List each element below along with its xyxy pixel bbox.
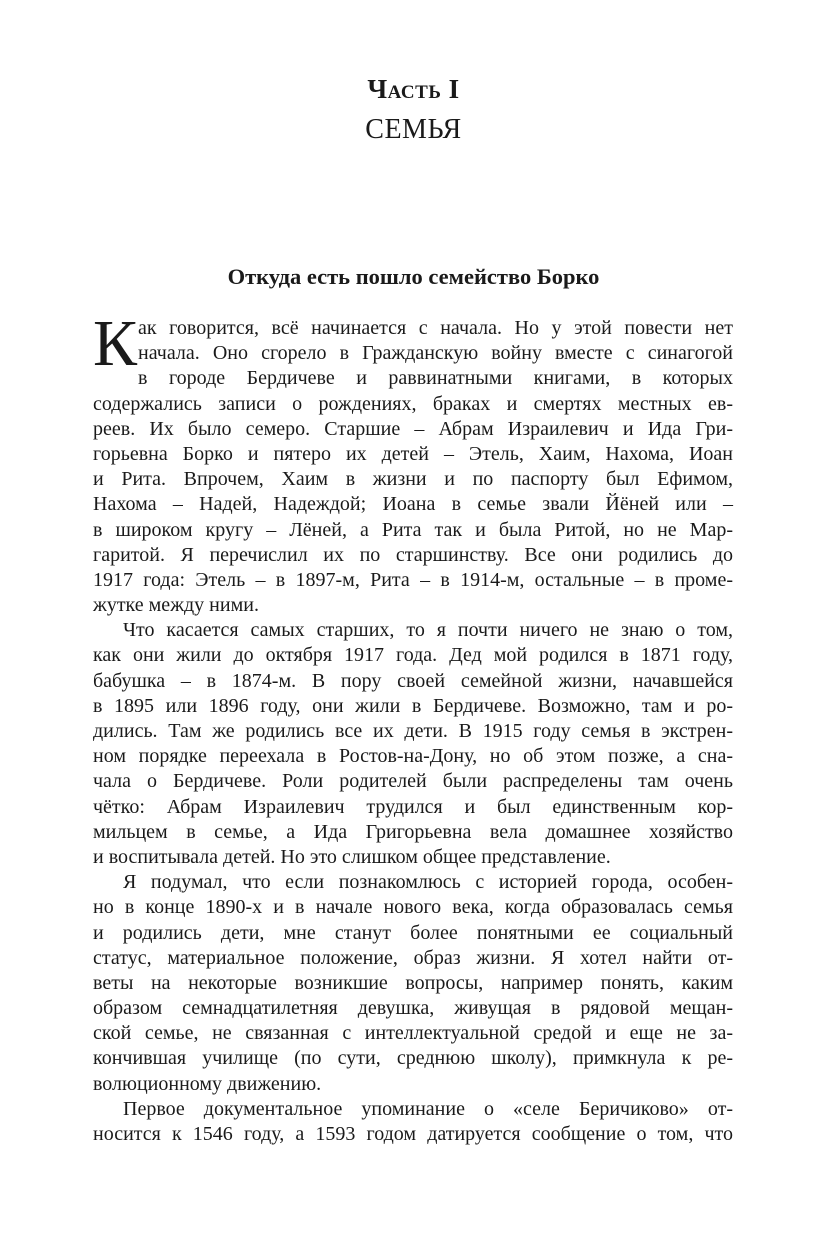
part-title: СЕМЬЯ [365, 114, 462, 145]
text-line: 1917 года: Этель – в 1897-м, Рита – в 1914-м, остальные – в проме- [93, 568, 733, 591]
text-line: носится к 1546 году, а 1593 годом датируется сообщение о том, что [93, 1123, 733, 1145]
text-line: дились. Там же родились все их дети. В 1915 году семья в экстрен- [93, 720, 733, 742]
text-line: ской семье, не связанная с интеллектуальной средой и еще не за- [93, 1022, 733, 1045]
text-line: Я подумал, что если познакомлюсь с историей города, особен- [123, 871, 733, 894]
text-line: волюционному движению. [93, 1072, 322, 1095]
text-line: содержались записи о рождениях, браках и смертях местных ев- [93, 392, 733, 415]
text-line: в широком кругу – Лёней, а Рита так и была Ритой, но не Мар- [93, 518, 733, 541]
text-line: статус, материальное положение, образ жизни. Я хотел найти от- [93, 946, 733, 969]
text-line: в городе Бердичеве и раввинатными книгами, в которых [138, 367, 733, 390]
text-line: Что касается самых старших, то я почти ничего не знаю о том, [123, 619, 733, 642]
text-line: Нахома – Надей, Надеждой; Иоана в семье звали Йёней или – [93, 493, 733, 516]
drop-cap: К [93, 307, 138, 380]
text-line: ак говорится, всё начинается с начала. Но у этой повести нет [138, 317, 733, 339]
text-line: жутке между ними. [93, 594, 259, 617]
text-line: чётко: Абрам Израилевич трудился и был единственным кор- [93, 795, 733, 818]
text-line: мильцем в семье, а Ида Григорьевна вела домашнее хозяйство [93, 820, 733, 843]
text-line: и родились дети, мне станут более понятными ее социальный [93, 921, 733, 944]
text-line: гаритой. Я перечислил их по старшинству. Все они родились до [93, 543, 733, 566]
text-line: веты на некоторые возникшие вопросы, например понять, каким [93, 971, 733, 994]
text-line: реев. Их было семеро. Старшие – Абрам Израилевич и Ида Гри- [93, 417, 733, 440]
text-line: ном порядке переехала в Ростов-на-Дону, но об этом позже, а сна- [93, 745, 733, 768]
text-line: как они жили до октября 1917 года. Дед мой родился в 1871 году, [93, 644, 733, 667]
text-line: горьевна Борко и пятеро их детей – Этель, Хаим, Нахома, Иоан [93, 442, 733, 465]
chapter-title: Откуда есть пошло семейство Борко [227, 264, 600, 289]
text-line: чала о Бердичеве. Роли родителей были распределены там очень [93, 770, 733, 793]
text-line: и воспитывала детей. Но это слишком общее представление. [93, 845, 611, 868]
text-line: в 1895 или 1896 году, они жили в Бердичеве. Возможно, там и ро- [93, 694, 733, 717]
text-line: бабушка – в 1874-м. В пору своей семейной жизни, начавшейся [93, 669, 733, 692]
text-line: Первое документальное упоминание о «селе Беричиково» от- [123, 1097, 733, 1120]
text-line: но в конце 1890-х и в начале нового века, когда образовалась семья [93, 896, 733, 919]
part-label: Часть I [367, 74, 460, 104]
text-line: и Рита. Впрочем, Хаим в жизни и по паспорту был Ефимом, [93, 468, 733, 491]
text-line: образом семнадцатилетняя девушка, живущая в рядовой мещан- [93, 997, 733, 1020]
text-line: начала. Оно сгорело в Гражданскую войну вместе с синагогой [138, 342, 733, 365]
text-line: кончившая училище (по сути, среднюю школу), примкнула к ре- [93, 1047, 733, 1070]
body-text [93, 307, 733, 1147]
